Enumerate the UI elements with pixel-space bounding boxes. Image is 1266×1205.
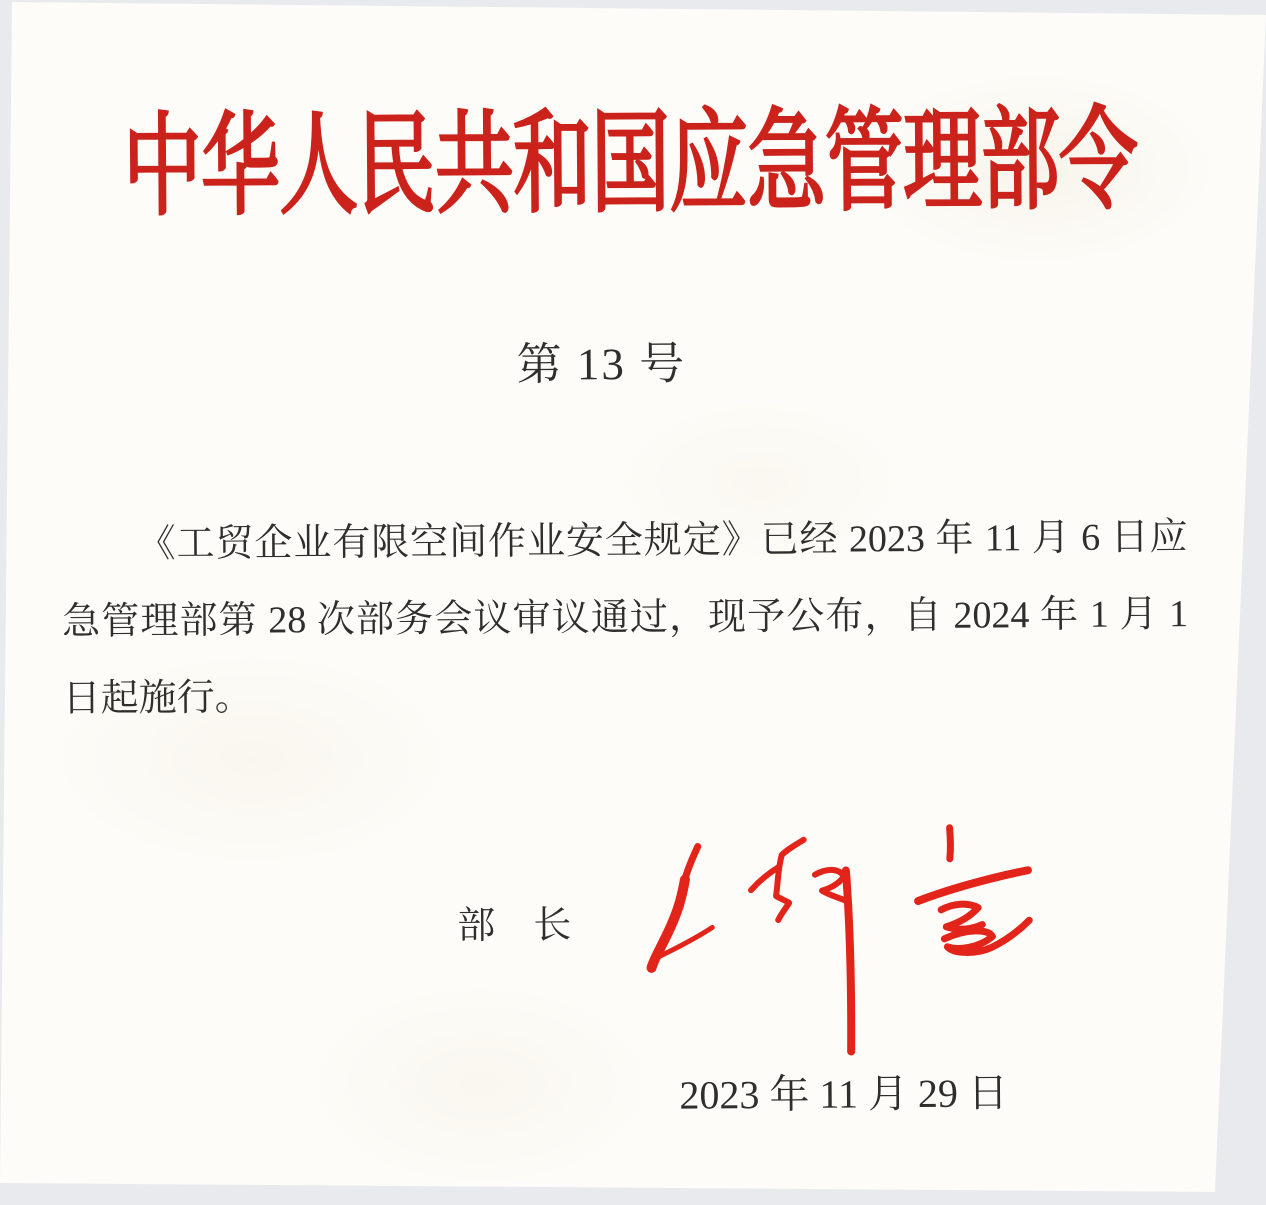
issue-date: 2023 年 11 月 29 日 [679,1070,1009,1118]
order-number: 第 13 号 [516,338,687,390]
body-line-1: 《工贸企业有限空间作业安全规定》已经 2023 年 11 月 6 日应 [137,516,1188,566]
signature-strokes-icon [546,797,1058,1091]
order-body-paragraph [61,499,1189,738]
body-line-2: 急管理部第 28 次部务会议审议通过，现予公布，自 2024 年 1 月 1 [61,593,1189,643]
body-line-3: 日起施行。 [62,676,253,720]
minister-signature-handwriting [546,797,1058,1091]
ministry-order-title: 中华人民共和国应急管理部令 [122,100,1138,231]
minister-label: 部 长 [457,904,572,948]
